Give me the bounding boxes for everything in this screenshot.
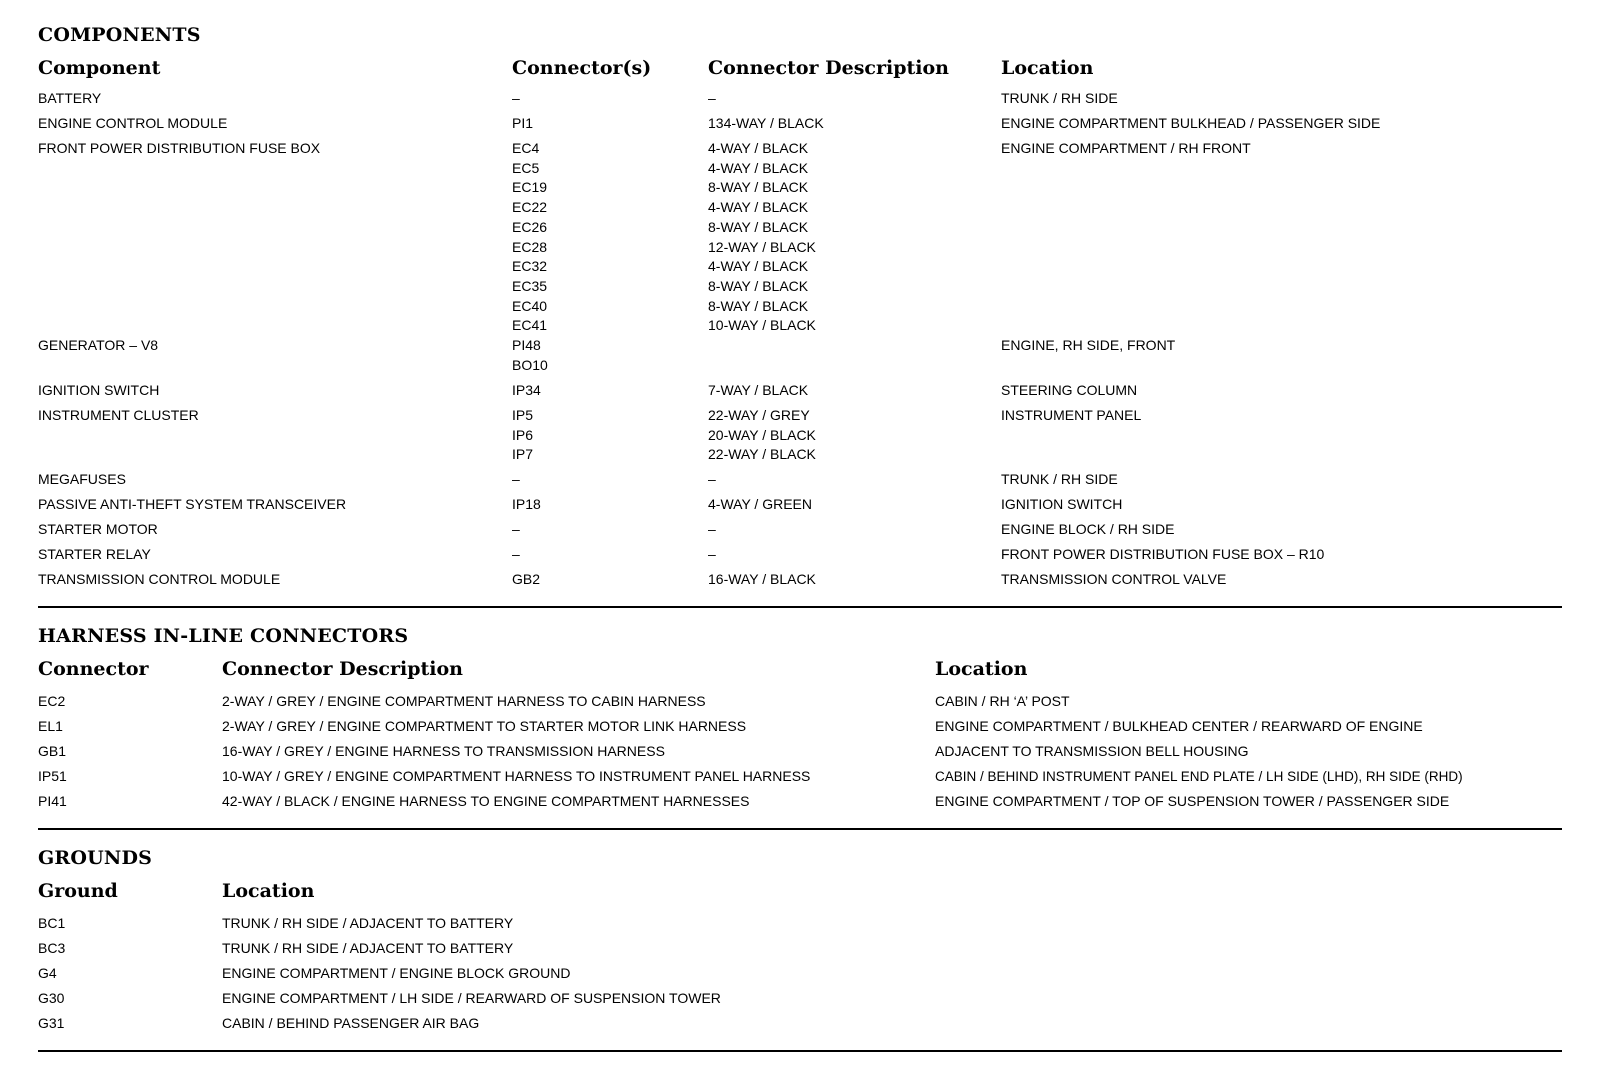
harness-connector: EC2 [38,693,66,709]
component-location: IGNITION SWITCH [1001,496,1123,512]
harness-section-title: HARNESS IN-LINE CONNECTORS [38,625,409,647]
harness-description: 2-WAY / GREY / ENGINE COMPARTMENT HARNESS TO CABIN HARNESS [222,693,706,709]
components-header-location: Location [1001,57,1094,79]
component-name: GENERATOR – V8 [38,337,159,353]
component-connector: EC22 [512,199,548,216]
component-name: TRANSMISSION CONTROL MODULE [38,571,281,587]
harness-header-connector: Connector [38,658,149,680]
component-location: TRANSMISSION CONTROL VALVE [1001,571,1227,587]
component-name: FRONT POWER DISTRIBUTION FUSE BOX [38,140,321,156]
component-connector: GB2 [512,571,541,587]
component-connector-description: 8-WAY / BLACK [708,277,809,294]
grounds-section-title: GROUNDS [38,847,153,869]
ground-location: ENGINE COMPARTMENT / ENGINE BLOCK GROUND [222,965,571,981]
harness-description: 16-WAY / GREY / ENGINE HARNESS TO TRANSMISSION HARNESS [222,743,665,759]
component-connector: IP6 [512,426,534,443]
harness-header-description: Connector Description [222,658,463,680]
section-divider [38,1050,1562,1052]
section-divider [38,828,1562,830]
harness-location: CABIN / RH ‘A’ POST [935,693,1070,709]
ground-id: G30 [38,990,65,1006]
component-connector-list [512,336,548,375]
component-connector-description: – [708,521,716,537]
component-name: BATTERY [38,90,102,106]
component-connector-description: 10-WAY / BLACK [708,317,816,334]
ground-location: ENGINE COMPARTMENT / LH SIDE / REARWARD OF SUSPENSION TOWER [222,990,721,1006]
harness-location: ENGINE COMPARTMENT / TOP OF SUSPENSION TOWER / PASSENGER SIDE [935,793,1450,809]
harness-location: CABIN / BEHIND INSTRUMENT PANEL END PLATE / LH SIDE (LHD), RH SIDE (RHD) [935,769,1463,784]
components-header-description: Connector Description [708,57,949,79]
harness-description: 10-WAY / GREY / ENGINE COMPARTMENT HARNESS TO INSTRUMENT PANEL HARNESS [222,768,811,784]
component-connector: IP18 [512,496,541,512]
component-name: STARTER RELAY [38,546,151,562]
component-connector: EC41 [512,317,548,334]
component-connector: EC5 [512,159,540,176]
component-connector-description: 134-WAY / BLACK [708,115,824,131]
component-description-list [708,139,816,336]
ground-id: BC3 [38,940,66,956]
ground-id: G31 [38,1015,65,1031]
component-connector-description: 4-WAY / BLACK [708,159,809,176]
components-section-title: COMPONENTS [38,24,201,46]
harness-description: 2-WAY / GREY / ENGINE COMPARTMENT TO STARTER MOTOR LINK HARNESS [222,718,747,734]
harness-location: ENGINE COMPARTMENT / BULKHEAD CENTER / REARWARD OF ENGINE [935,718,1423,734]
component-connector: EC4 [512,140,540,156]
component-location: STEERING COLUMN [1001,382,1138,398]
component-connector-description: 22-WAY / GREY [708,407,810,423]
component-connector-description: 22-WAY / BLACK [708,446,816,463]
component-connector: EC28 [512,238,548,255]
component-connector: – [512,546,520,562]
component-location: ENGINE, RH SIDE, FRONT [1001,337,1176,353]
component-connector: EC35 [512,277,548,294]
component-connector-description: 8-WAY / BLACK [708,297,809,314]
harness-connector: GB1 [38,743,67,759]
component-name: INSTRUMENT CLUSTER [38,407,199,423]
component-connector: BO10 [512,356,548,373]
component-connector-description: – [708,471,716,487]
component-name: MEGAFUSES [38,471,126,487]
component-name: STARTER MOTOR [38,521,158,537]
component-connector: – [512,521,520,537]
component-connector: IP7 [512,446,534,463]
harness-connector: EL1 [38,718,63,734]
component-connector-description: – [708,546,716,562]
component-connector-description: 4-WAY / BLACK [708,199,809,216]
section-divider [38,606,1562,608]
component-connector: IP34 [512,382,541,398]
component-connector: PI1 [512,115,534,131]
component-connector-description: 8-WAY / BLACK [708,218,809,235]
component-connector: – [512,90,520,106]
component-connector-description: 4-WAY / GREEN [708,496,812,512]
component-connector: EC32 [512,258,548,275]
component-location: ENGINE COMPARTMENT BULKHEAD / PASSENGER SIDE [1001,115,1381,131]
ground-location: CABIN / BEHIND PASSENGER AIR BAG [222,1015,480,1031]
component-connector-list [512,139,547,336]
component-location: ENGINE BLOCK / RH SIDE [1001,521,1175,537]
component-description-list [708,406,816,465]
harness-connector: PI41 [38,793,67,809]
harness-description: 42-WAY / BLACK / ENGINE HARNESS TO ENGINE COMPARTMENT HARNESSES [222,793,750,809]
component-connector-description: 16-WAY / BLACK [708,571,816,587]
component-connector-description: 7-WAY / BLACK [708,382,809,398]
harness-location: ADJACENT TO TRANSMISSION BELL HOUSING [935,743,1249,759]
ground-location: TRUNK / RH SIDE / ADJACENT TO BATTERY [222,915,514,931]
component-connector-description: 4-WAY / BLACK [708,140,809,156]
component-connector: IP5 [512,407,534,423]
component-location: INSTRUMENT PANEL [1001,407,1142,423]
harness-header-location: Location [935,658,1028,680]
component-location: FRONT POWER DISTRIBUTION FUSE BOX – R10 [1001,546,1325,562]
component-connector-description: 20-WAY / BLACK [708,426,816,443]
component-connector: EC40 [512,297,548,314]
component-connector-list [512,406,533,465]
component-location: ENGINE COMPARTMENT / RH FRONT [1001,140,1251,156]
components-header-component: Component [38,57,161,79]
components-header-connectors: Connector(s) [512,57,652,79]
component-connector: EC26 [512,218,548,235]
component-connector-description: 8-WAY / BLACK [708,179,809,196]
component-connector-description: – [708,90,716,106]
grounds-header-location: Location [222,880,315,902]
component-location: TRUNK / RH SIDE [1001,471,1118,487]
component-connector: EC19 [512,179,548,196]
component-name: PASSIVE ANTI-THEFT SYSTEM TRANSCEIVER [38,496,347,512]
ground-location: TRUNK / RH SIDE / ADJACENT TO BATTERY [222,940,514,956]
grounds-header-ground: Ground [38,880,118,902]
component-location: TRUNK / RH SIDE [1001,90,1118,106]
component-name: ENGINE CONTROL MODULE [38,115,228,131]
component-connector: PI48 [512,337,541,353]
ground-id: BC1 [38,915,66,931]
ground-id: G4 [38,965,57,981]
harness-connector: IP51 [38,768,67,784]
component-connector: – [512,471,520,487]
component-connector-description: 12-WAY / BLACK [708,238,816,255]
component-connector-description: 4-WAY / BLACK [708,258,809,275]
component-name: IGNITION SWITCH [38,382,160,398]
